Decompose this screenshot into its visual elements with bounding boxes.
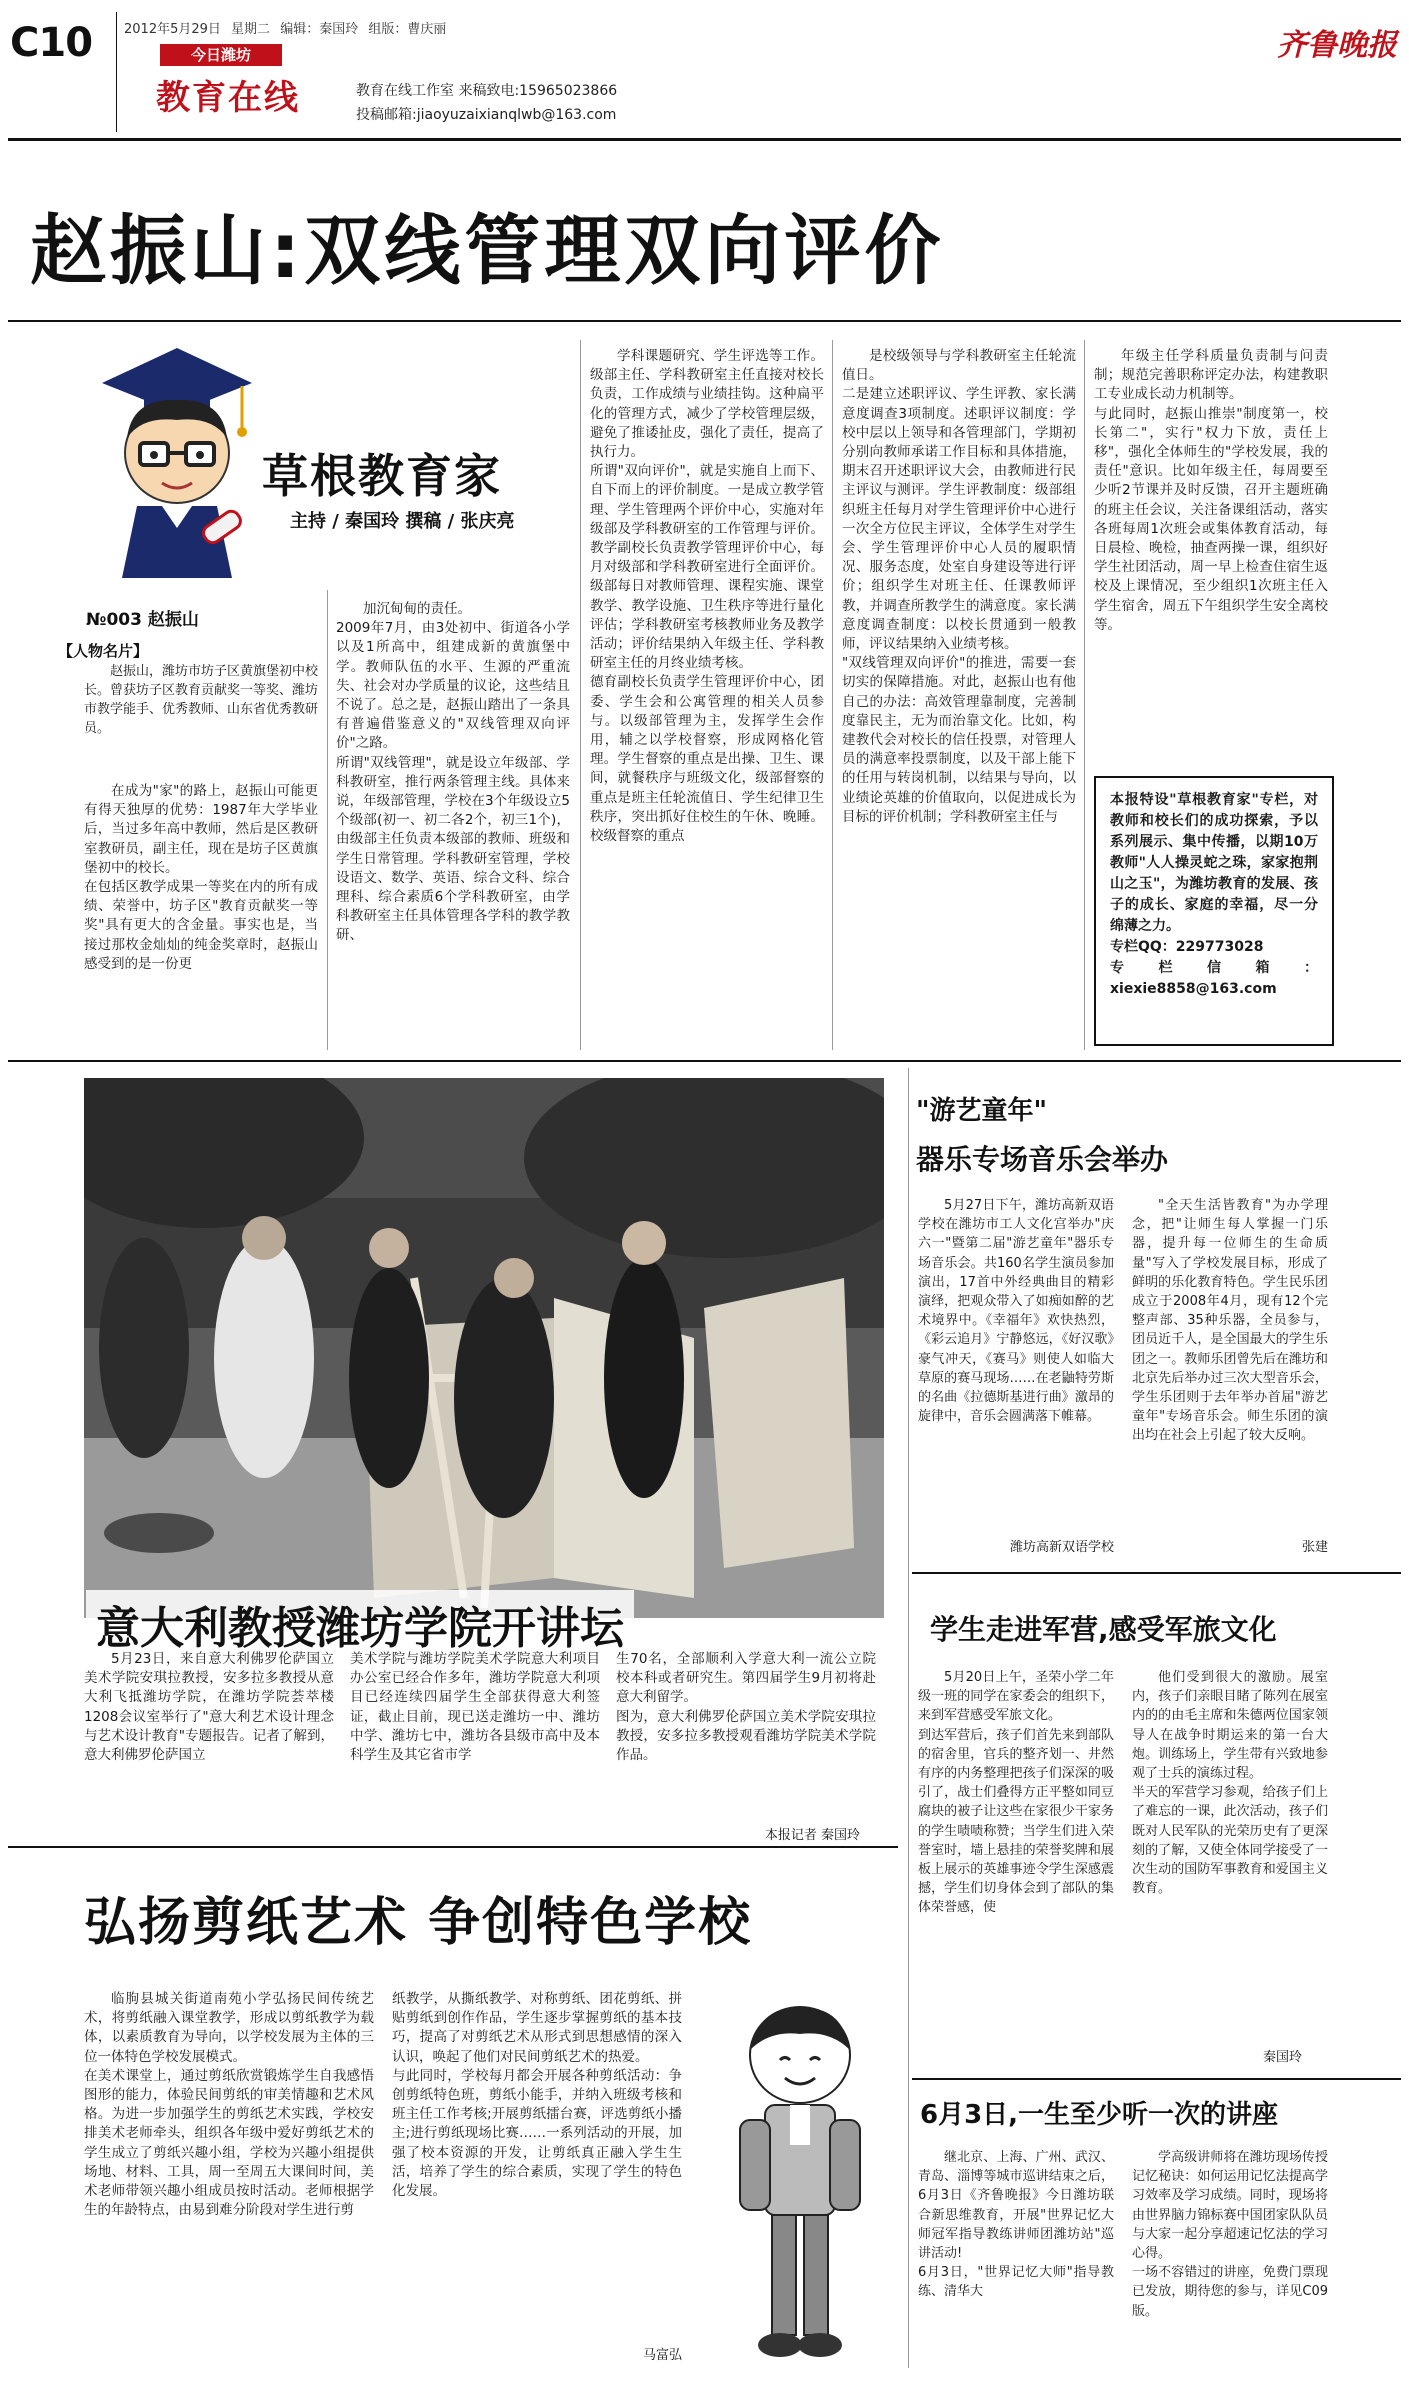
scholar-mascot-icon [92,328,262,578]
main-col-5: 年级主任学科质量负责制与问责制；规范完善职称评定办法，构建教职工专业成长动力机制等。 与此同时，赵振山推崇"制度第一，校长第二"，实行"权力下放，责任上移"，强化全体师生的"学校发展，我的责任"意识。比如年级主任，每周要至少听2节课并及时反馈，召开主题班确的班主任会议，关注备课组活动，落实各班每周1次班会或集体教育活动，每日晨检、晚检，抽查两操一课，组织好学生社团活动，周一早上检查住宿生返校及上课情况，至少组织1次班主任入学生宿舍，周五下午组织学生安全离校等。 [1094,348,1328,633]
main-col-4: 是校级领导与学科教研室主任轮流值日。 二是建立述职评议、学生评教、家长满意度调查3项制度。述职评议制度：学校中层以上领导和各管理部门，学期初分别向教师承诺工作目标和具体措施，期末召开述职评议大会，由教师进行民主评议与测评。学生评教制度：级部组织班主任每月对学生管理评价中心进行一次全方位民主评议，全体学生对学生会、学生管理评价中心人员的履职情况、服务态度，处室自身建设等进行评价；组织学生对班主任、任课教师评教，并调查所教学生的满意度。家长满意度调查制度：以校长贯通到一般教师，评议结果纳入业绩考核。 "双线管理双向评价"的推进，需要一套切实的保障措施。对此，赵振山也有他自己的办法：高效管理靠制度，完善制度靠民主，无为而治靠文化。比如，构建教代会对校长的信任投票，对管理人员的满意率投票制度，以及干部上能下的任用与转岗机制，以结果与导向，以业绩论英雄的价值取向，以促进成长为目标的评价机制；学科教研室主任与 [842,348,1076,825]
page-number: C10 [10,20,93,66]
col-divider [832,340,833,1050]
profile-text: 赵振山，潍坊市坊子区黄旗堡初中校长。曾获坊子区教育贡献奖一等奖、潍坊市教学能手、优秀教师、山东省优秀教研员。 [84,664,319,736]
col-divider [1084,340,1085,1050]
credits: 主持 / 秦国玲 撰稿 / 张庆亮 [290,511,515,532]
column-number: №003 赵振山 [86,610,199,630]
lecture-photo [84,1078,884,1618]
section-rule [912,1572,1401,1574]
papercut-headline: 弘扬剪纸艺术 争创特色学校 [84,1893,753,1953]
main-col-3: 学科课题研究、学生评选等工作。级部主任、学科教研室主任直接对校长负责，工作成绩与业绩挂钩。这种扁平化的管理方式，减少了学校管理层级，避免了推诿扯皮，强化了责任，提高了执行力。 所谓"双向评价"，就是实施自上而下、自下而上的评价制度。一是成立教学管理、学生管理两个评价中心，实施对年级部及学科教研室的工作管理与评价。教学副校长负责教学管理评价中心，每月对级部和学科教研室进行全面评价。级部每日对教师管理、课程实施、课堂教学、教学设施、卫生秩序等进行量化评估；学科教研室考核教师业务及教学活动；评价结果纳入年级主任、学科教研室主任的月终业绩考核。 德育副校长负责学生管理评价中心，团委、学生会和公寓管理的相关人员参与。以级部管理为主，发挥学生会作用，辅之以学校督察，形成网格化管理。学生督察的重点是出操、卫生、课间，就餐秩序与班级文化，级部督察的重点是班主任轮流值日、学生纪律卫生秩序，突出抓好住校生的午休、晚睡。校级督察的重点 [590,348,824,845]
lecture-photo-scene-icon [84,1078,884,1618]
weekday: 星期二 [231,22,271,37]
section-rule [912,2078,1401,2080]
military-col-2: 他们受到很大的激励。展室内，孩子们亲眼目睹了陈列在展室内的的由毛主席和朱德两位国家领导人在战争时期运来的第一台大炮。训练场上，学生带有兴致地参观了士兵的演练过程。 半天的军营学习参观，给孩子们上了难忘的一课，此次活动，孩子们既对人民军队的光荣历史有了更深刻的了解，又使全体同学接受了一次生动的国防军事教育和爱国主义教育。 [1132,1670,1328,1897]
section-name: 教育在线 [156,78,300,118]
papercut-col-2: 纸教学，从撕纸教学、对称剪纸、团花剪纸、拼贴剪纸到创作作品，学生逐步掌握剪纸的基本技巧，提高了对剪纸艺术从形式到思想感情的深入认识，唤起了他们对民间剪纸艺术的热爱。 与此同时，学校每月都会开展各种剪纸活动：争创剪纸特色班，剪纸小能手，并纳入班级考核和班主任工作考核;开展剪纸擂台赛，评选剪纸小播主;进行剪纸现场比赛……一系列活动的开展，加强了校本资源的开发，让剪纸真正融入学生生活，培养了学生的综合素质，实现了学生的特色化发展。 [392,1991,682,2200]
date-line [124,18,446,37]
brand-logo: 齐鲁晚报 [1277,28,1397,63]
lecture-col-2: 美术学院与潍坊学院美术学院意大利项目办公室已经合作多年，潍坊学院意大利项目已经连续四届学生全部获得意大利签证，截止目前，现已送走潍坊一中、潍坊中学、潍坊七中，潍坊各县级市高中及本科学生及其它省市学 [350,1651,600,1764]
editor: 编辑：秦国玲 [280,22,359,37]
schoolboy-icon [720,2000,880,2370]
lecture-headline: 意大利教授潍坊学院开讲坛 [86,1590,634,1658]
section-rule [8,1846,898,1848]
col-divider [580,340,581,1050]
music-col-1: 5月27日下午，潍坊高新双语学校在潍坊市工人文化宫举办"庆六一"暨第二届"游艺童年"器乐专场音乐会。共160名学生演员参加演出，17首中外经典曲目的精彩演绎，把观众带入了如痴如醉的艺术境界中。《幸福年》欢快热烈，《彩云追月》宁静悠远，《好汉歌》豪气冲天，《赛马》则使人如临大草原的赛马现场……在老鼬特劳斯的名曲《拉德斯基进行曲》激昂的旋律中，音乐会圆满落下帷幕。 [918,1198,1114,1425]
profile-label: 【人物名片】 [58,642,149,660]
memory-headline: 6月3日,一生至少听一次的讲座 [920,2100,1279,2130]
column-info-box: 本报特设"草根教育家"专栏，对教师和校长们的成功探索，予以系列展示、集中传播，以期10万教师"人人操灵蛇之珠，家家抱荆山之玉"，为潍坊教育的发展、孩子的成长、家庭的幸福，尽一分绵薄之力。 专栏QQ：229773028 专栏信箱：xiexie8858@163.com [1094,776,1334,1046]
memory-col-2: 学高级讲师将在潍坊现场传授记忆秘诀：如何运用记忆法提高学习效率及学习成绩。同时，现场将由世界脑力锦标赛中国团家队队员与大家一起分享超速记忆法的学习心得。 一场不容错过的讲座，免费门票现已发放，期待您的参与，详见C09版。 [1132,2150,1328,2319]
papercut-col-1: 临朐县城关街道南苑小学弘扬民间传统艺术，将剪纸融入课堂教学，形成以剪纸教学为载体，以素质教育为导向，以学校发展为主体的三位一体特色学校发展模式。 在美术课堂上，通过剪纸欣赏锻炼学生自我感悟图形的能力，体验民间剪纸的审美情趣和艺术风格。为进一步加强学生的剪纸艺术实践，学校安排美术老师牵头，组织各年级中爱好剪纸艺术的学生成立了剪纸兴趣小组，学校为兴趣小组提供场地、材料、工具，周一至周五大课间时间，美术老师带领兴趣小组成员按时活动。老师根据学生的年龄特点，由易到难分阶段对学生进行剪 [84,1991,374,2219]
music-byline: 张建 [1301,1540,1328,1555]
papercut-byline: 马富弘 [642,2348,682,2363]
masthead-divider [116,12,117,132]
lecture-byline: 本报记者 秦国玲 [764,1828,860,1843]
main-headline: 赵振山:双线管理双向评价 [30,206,945,295]
music-source: 潍坊高新双语学校 [1009,1540,1114,1555]
email-contact: 投稿邮箱:jiaoyuzaixianqlwb@163.com [356,107,617,123]
music-title-1: "游艺童年" [916,1096,1048,1126]
main-col-2: 加沉甸甸的责任。 2009年7月，由3处初中、街道各小学以及1所高中，组建成新的黄旗堡中学。教师队伍的水平、生源的严重流失、社会对办学质量的议论，这些结且不说了。总之是，赵振山踏出了一条具有普遍借鉴意义的"双线管理双向评价"之路。 所谓"双线管理"，就是设立年级部、学科教研室，推行两条管理主线。具体来说，年级部管理，学校在3个年级设立5个级部(初一、初二各2个，初三1个)，由级部主任负责本级部的教师、班级和学生日常管理。学科教研室管理，学校设语文、数学、英语、综合文科、综合理科、综合素质6个学科教研室，由学科教研室主任具体管理各学科的教学教研、 [336,601,570,944]
masthead-rule [8,138,1401,141]
col-divider [908,1068,909,2368]
section-rule [8,1060,1401,1062]
music-col-2: "全天生活皆教育"为办学理念，把"让师生每人掌握一门乐器，提升每一位师生的生命质量"写入了学校发展目标，形成了鲜明的乐化教育特色。学生民乐团成立于2008年4月，现有12个完整声部、35种乐器，全员参与，团员近千人，是全国最大的学生乐团之一。教师乐团曾先后在潍坊和北京先后举办过三次大型音乐会，学生乐团则于去年举办首届"游艺童年"专场音乐会。师生乐团的演出均在社会上引起了较大反响。 [1132,1198,1328,1444]
lecture-col-3: 生70名，全部顺利入学意大利一流公立院校本科或者研究生。第四届学生9月初将赴意大利留学。 图为，意大利佛罗伦萨国立美术学院安琪拉教授，安多拉多教授观看潍坊学院美术学院作品。 [616,1651,876,1764]
col-divider [327,590,328,1050]
military-byline: 秦国玲 [1262,2050,1302,2065]
military-col-1: 5月20日上午，圣荣小学二年级一班的同学在家委会的组织下，来到军营感受军旅文化。 到达军营后，孩子们首先来到部队的宿舍里，官兵的整齐划一、井然有序的内务整理把孩子们深深的吸引了，战士们叠得方正平整如同豆腐块的被子让这些在家很少干家务的学生啧啧称赞；当学生们进入荣誉室时，墙上悬挂的荣誉奖牌和展板上展示的英雄事迹令学生深感震撼，学生们切身体会到了部队的集体荣誉感，使 [918,1670,1114,1916]
layout-credit: 组版：曹庆丽 [368,22,447,37]
column-name: 草根教育家 [262,449,502,503]
memory-col-1: 继北京、上海、广州、武汉、青岛、淄博等城市巡讲结束之后，6月3日《齐鲁晚报》今日潍坊联合新思维教育，开展"世界记忆大师冠军指导教练讲师团潍坊站"巡讲活动! 6月3日，"世界记忆大师"指导教练、清华大 [918,2150,1114,2300]
studio-contact: 教育在线工作室 来稿致电:15965023866 [356,83,618,99]
headline-rule [8,320,1401,322]
music-title-2: 器乐专场音乐会举办 [916,1143,1169,1176]
main-col-1: 在成为"家"的路上，赵振山可能更有得天独厚的优势：1987年大学毕业后，当过多年高中教师，然后是区教研室教研员，副主任，现在是坊子区黄旗堡初中的校长。 在包括区教学成果一等奖在内的所有成绩、荣誉中，坊子区"教育贡献奖一等奖"具有更大的含金量。事实也是，当接过那枚金灿灿的纯金奖章时，赵振山感受到的是一份更 [84,783,318,972]
lecture-col-1: 5月23日，来自意大利佛罗伦萨国立美术学院安琪拉教授，安多拉多教授从意大利飞抵潍坊学院，在潍坊学院荟萃楼1208会议室举行了"意大利艺术设计理念与艺术设计教育"专题报告。记者了解到，意大利佛罗伦萨国立 [84,1651,334,1764]
military-headline: 学生走进军营,感受军旅文化 [930,1613,1277,1646]
date: 2012年5月29日 [124,22,221,37]
section-tag: 今日潍坊 [160,44,282,66]
